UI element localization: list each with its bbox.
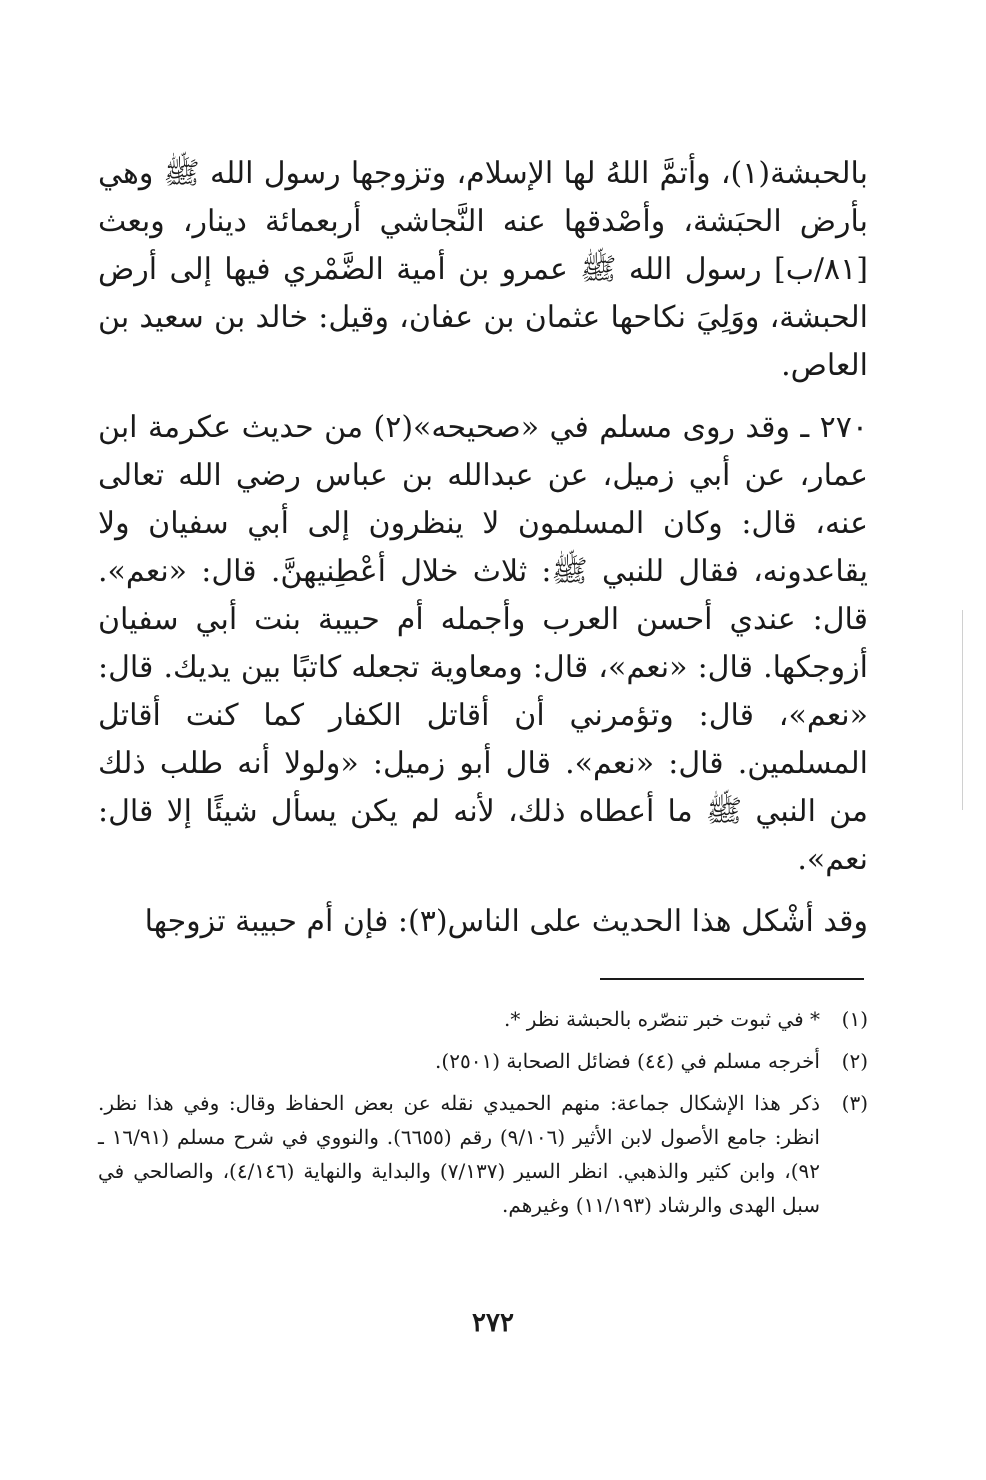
footnote xyxy=(98,1086,868,1222)
footnote-separator xyxy=(600,978,864,980)
paragraph: ٢٧٠ ـ وقد روى مسلم في «صحيحه»(٢) من حديث عكرمة ابن عمار، عن أبي زميل، عن عبدالله بن عباس رضي الله تعالى عنه، قال: وكان المسلمون لا ينظرون إلى أبي سفيان ولا يقاعدونه، فقال للنبي ﷺ: ثلاث خلال أعْطِنيهنَّ. قال: «نعم». قال: عندي أحسن العرب وأجمله أم حبيبة بنت أبي سفيان أزوجكها. قال: «نعم»، قال: ومعاوية تجعله كاتبًا بين يديك. قال: «نعم»، قال: وتؤمرني أن أقاتل الكفار كما كنت أقاتل المسلمين. قال: «نعم». قال أبو زميل: «ولولا أنه طلب ذلك من النبي ﷺ ما أعطاه ذلك، لأنه لم يكن يسأل شيئًا إلا قال: نعم». xyxy=(98,410,868,877)
page-number: ٢٧٢ xyxy=(472,1308,514,1338)
footnote-text: أخرجه مسلم في (٤٤) فضائل الصحابة (٢٥٠١). xyxy=(435,1049,820,1073)
footnote-number: (١) xyxy=(841,1007,868,1031)
footnote xyxy=(98,1044,868,1078)
footnote xyxy=(98,1002,868,1036)
footnote-text: * في ثبوت خبر تنصّره بالحبشة نظر *. xyxy=(503,1007,820,1031)
paragraph: بالحبشة(١)، وأتمَّ اللهُ لها الإسلام، وتزوجها رسول الله ﷺ وهي بأرض الحبَشة، وأصْدقها عنه النَّجاشي أربعمائة دينار، وبعث [٨١/ب] رسول الله ﷺ عمرو بن أمية الضَّمْري فيها إلى أرض الحبشة، ووَلِيَ نكاحها عثمان بن عفان، وقيل: خالد بن سعيد بن العاص. xyxy=(98,156,868,383)
paragraph: وقد أشْكل هذا الحديث على الناس(٣): فإن أم حبيبة تزوجها xyxy=(144,904,868,939)
main-text xyxy=(98,150,868,960)
footnote-number: (٣) xyxy=(841,1091,868,1115)
footnote-number: (٢) xyxy=(841,1049,868,1073)
footnotes xyxy=(98,1002,868,1230)
scan-margin-line xyxy=(962,610,963,810)
footnote-text: ذكر هذا الإشكال جماعة: منهم الحميدي نقله عن بعض الحفاظ وقال: وفي هذا نظر. انظر: جامع الأصول لابن الأثير (٩/١٠٦) رقم (٦٦٥٥). والنووي في شرح مسلم (١٦/٩١ ـ ٩٢)، وابن كثير والذهبي. انظر السير (٧/١٣٧) والبداية والنهاية (٤/١٤٦)، والصالحي في سبل الهدى والرشاد (١١/١٩٣) وغيرهم. xyxy=(98,1091,821,1217)
